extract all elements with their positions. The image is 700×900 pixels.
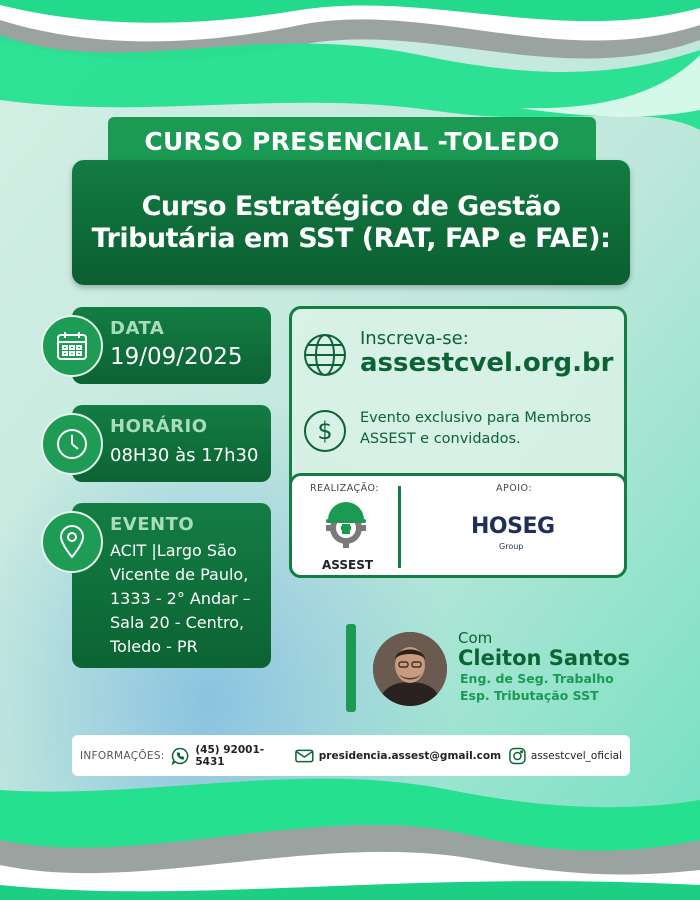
speaker-name: Cleiton Santos — [458, 646, 630, 670]
instagram-icon — [509, 747, 526, 765]
title-line-2: Tributária em SST (RAT, FAP e FAE): — [91, 222, 611, 254]
time-label: HORÁRIO — [110, 416, 208, 437]
assest-logo — [318, 496, 374, 548]
event-address-line: 1333 - 2° Andar – — [110, 589, 251, 608]
event-address — [110, 539, 251, 659]
speaker-accent-bar — [346, 624, 356, 712]
apoio-label: APOIO: — [496, 483, 533, 494]
hoseg-logo-sub: Group — [499, 542, 524, 551]
footer-phone[interactable]: (45) 92001-5431 — [195, 743, 265, 768]
footer-email[interactable]: presidencia.assest@gmail.com — [318, 749, 502, 762]
footer-label: INFORMAÇÕES: — [80, 749, 165, 762]
event-address-line: Sala 20 - Centro, — [110, 613, 245, 632]
title-line-1: Curso Estratégico de Gestão — [141, 190, 561, 222]
exclusive-line: ASSEST e convidados. — [360, 431, 521, 447]
svg-text:$: $ — [317, 417, 333, 445]
register-prefix: Inscreva-se: — [360, 328, 469, 349]
event-address-line: ACIT |Largo São — [110, 541, 237, 560]
location-pin-icon — [41, 511, 103, 573]
speaker-role-1: Eng. de Seg. Trabalho — [460, 671, 614, 686]
email-icon — [295, 748, 314, 764]
event-label: EVENTO — [110, 514, 195, 535]
hoseg-logo-text: HOSEG — [471, 514, 555, 539]
footer-instagram[interactable]: assestcvel_oficial — [530, 749, 623, 762]
calendar-icon — [41, 315, 103, 377]
exclusive-line: Evento exclusivo para Membros — [360, 410, 592, 426]
time-value: 08H30 às 17h30 — [110, 445, 259, 466]
whatsapp-icon — [171, 746, 190, 766]
sponsors-divider — [398, 486, 401, 568]
globe-icon — [302, 332, 348, 378]
speaker-role-2: Esp. Tributação SST — [460, 688, 599, 703]
clock-icon — [41, 413, 103, 475]
register-url[interactable]: assestcvel.org.br — [360, 348, 614, 378]
date-label: DATA — [110, 318, 165, 339]
dollar-icon — [302, 408, 348, 454]
date-value: 19/09/2025 — [110, 344, 243, 370]
event-card — [72, 503, 271, 668]
course-badge: CURSO PRESENCIAL -TOLEDO — [108, 117, 596, 165]
event-address-line: Vicente de Paulo, — [110, 565, 249, 584]
speaker-prefix: Com — [458, 629, 493, 647]
assest-logo-text: ASSEST — [322, 558, 374, 572]
title-box — [72, 160, 630, 285]
contact-footer — [72, 735, 630, 776]
realizacao-label: REALIZAÇÃO: — [310, 483, 380, 494]
event-address-line: Toledo - PR — [110, 637, 198, 656]
speaker-photo — [373, 632, 447, 706]
exclusive-text — [360, 408, 591, 450]
